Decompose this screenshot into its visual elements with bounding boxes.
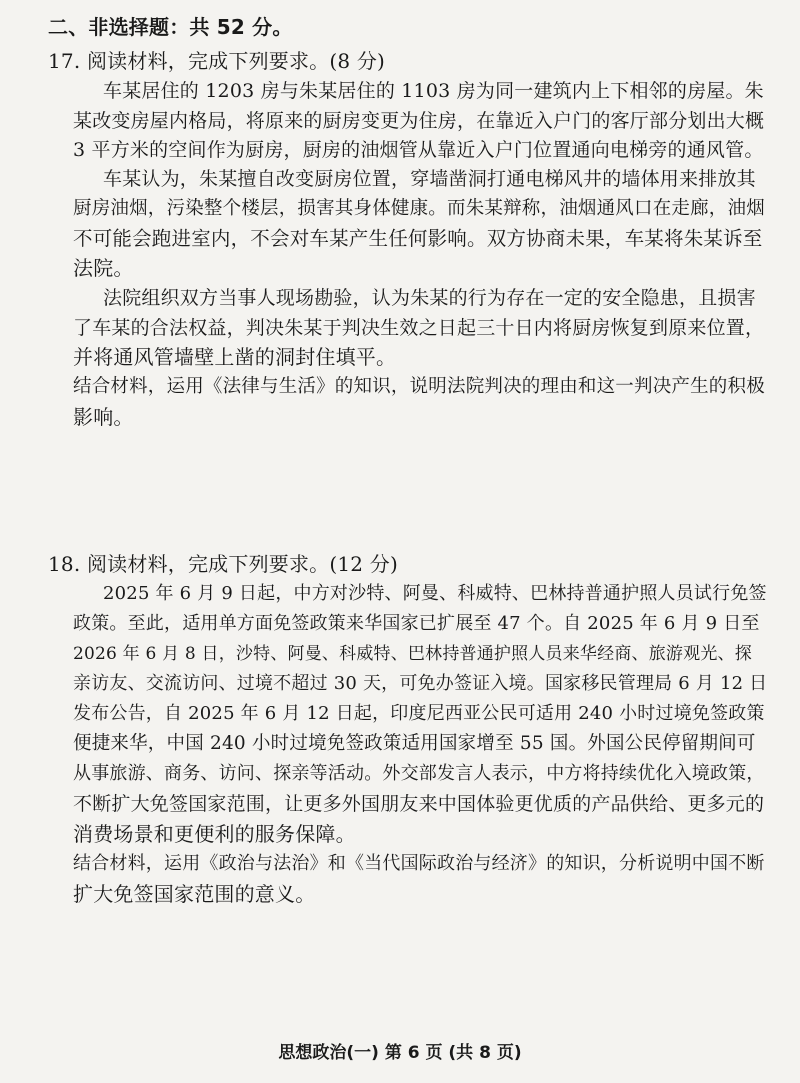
q17-task-line: 结合材料，运用《法律与生活》的知识，说明法院判决的理由和这一判决产生的积极 [73,376,765,397]
q17-task-line: 影响。 [73,405,134,429]
q18-text-line: 政策。至此，适用单方面免签政策来华国家已扩展至 47 个。自 2025 年 6 月 9 日至 [73,613,760,634]
section-title: 二、非选择题：共 52 分。 [48,15,293,39]
q18-text-line: 发布公告，自 2025 年 6 月 12 日起，印度尼西亚公民可适用 240 小时过境免签政策 [73,703,765,724]
q18-text-line: 2025 年 6 月 9 日起，中方对沙特、阿曼、科威特、巴林持普通护照人员试行免签 [103,583,767,604]
q17-text-line: 车某认为，朱某擅自改变厨房位置，穿墙凿洞打通电梯风井的墙体用来排放其 [103,168,756,190]
q17-text-line: 某改变房屋内格局，将原来的厨房变更为住房，在靠近入户门的客厅部分划出大概 [73,110,765,132]
q18-text-line: 从事旅游、商务、访问、探亲等活动。外交部发言人表示，中方将持续优化入境政策， [73,763,765,784]
q17-text-line: 厨房油烟，污染整个楼层，损害其身体健康。而朱某辩称，油烟通风口在走廊，油烟 [73,198,765,219]
q18-text-line: 不断扩大免签国家范围，让更多外国朋友来中国体验更优质的产品供给、更多元的 [73,793,765,815]
q18-task-line: 结合材料，运用《政治与法治》和《当代国际政治与经济》的知识，分析说明中国不断 [73,853,765,874]
q17-text-line: 不可能会跑进室内，不会对车某产生任何影响。双方协商未果，车某将朱某诉至 [73,227,763,250]
q18-text-line: 消费场景和更便利的服务保障。 [73,822,356,846]
page-footer: 思想政治(一) 第 6 页 (共 8 页) [278,1043,522,1063]
question-18-header: 18. 阅读材料，完成下列要求。(12 分) [48,552,398,576]
q18-text-line: 亲访友、交流访问、过境不超过 30 天，可免办签证入境。国家移民管理局 6 月 12 日 [73,673,768,694]
q18-text-line: 便捷来华，中国 240 小时过境免签政策适用国家增至 55 国。外国公民停留期间可 [73,733,756,754]
q18-task-line: 扩大免签国家范围的意义。 [73,882,316,906]
q17-text-line: 3 平方米的空间作为厨房，厨房的油烟管从靠近入户门位置通向电梯旁的通风管。 [73,139,764,161]
q18-text-line: 2026 年 6 月 8 日，沙特、阿曼、科威特、巴林持普通护照人员来华经商、旅游观光、探 [73,644,752,664]
q17-text-line: 车某居住的 1203 房与朱某居住的 1103 房为同一建筑内上下相邻的房屋。朱 [103,80,764,102]
q17-text-line: 法院组织双方当事人现场勘验，认为朱某的行为存在一定的安全隐患，且损害 [103,287,756,309]
question-17-header: 17. 阅读材料，完成下列要求。(8 分) [48,49,386,73]
q17-text-line: 法院。 [73,256,134,280]
q17-text-line: 了车某的合法权益，判决朱某于判决生效之日起三十日内将厨房恢复到原来位置， [73,317,765,339]
q17-text-line: 并将通风管墙壁上凿的洞封住填平。 [73,345,397,369]
